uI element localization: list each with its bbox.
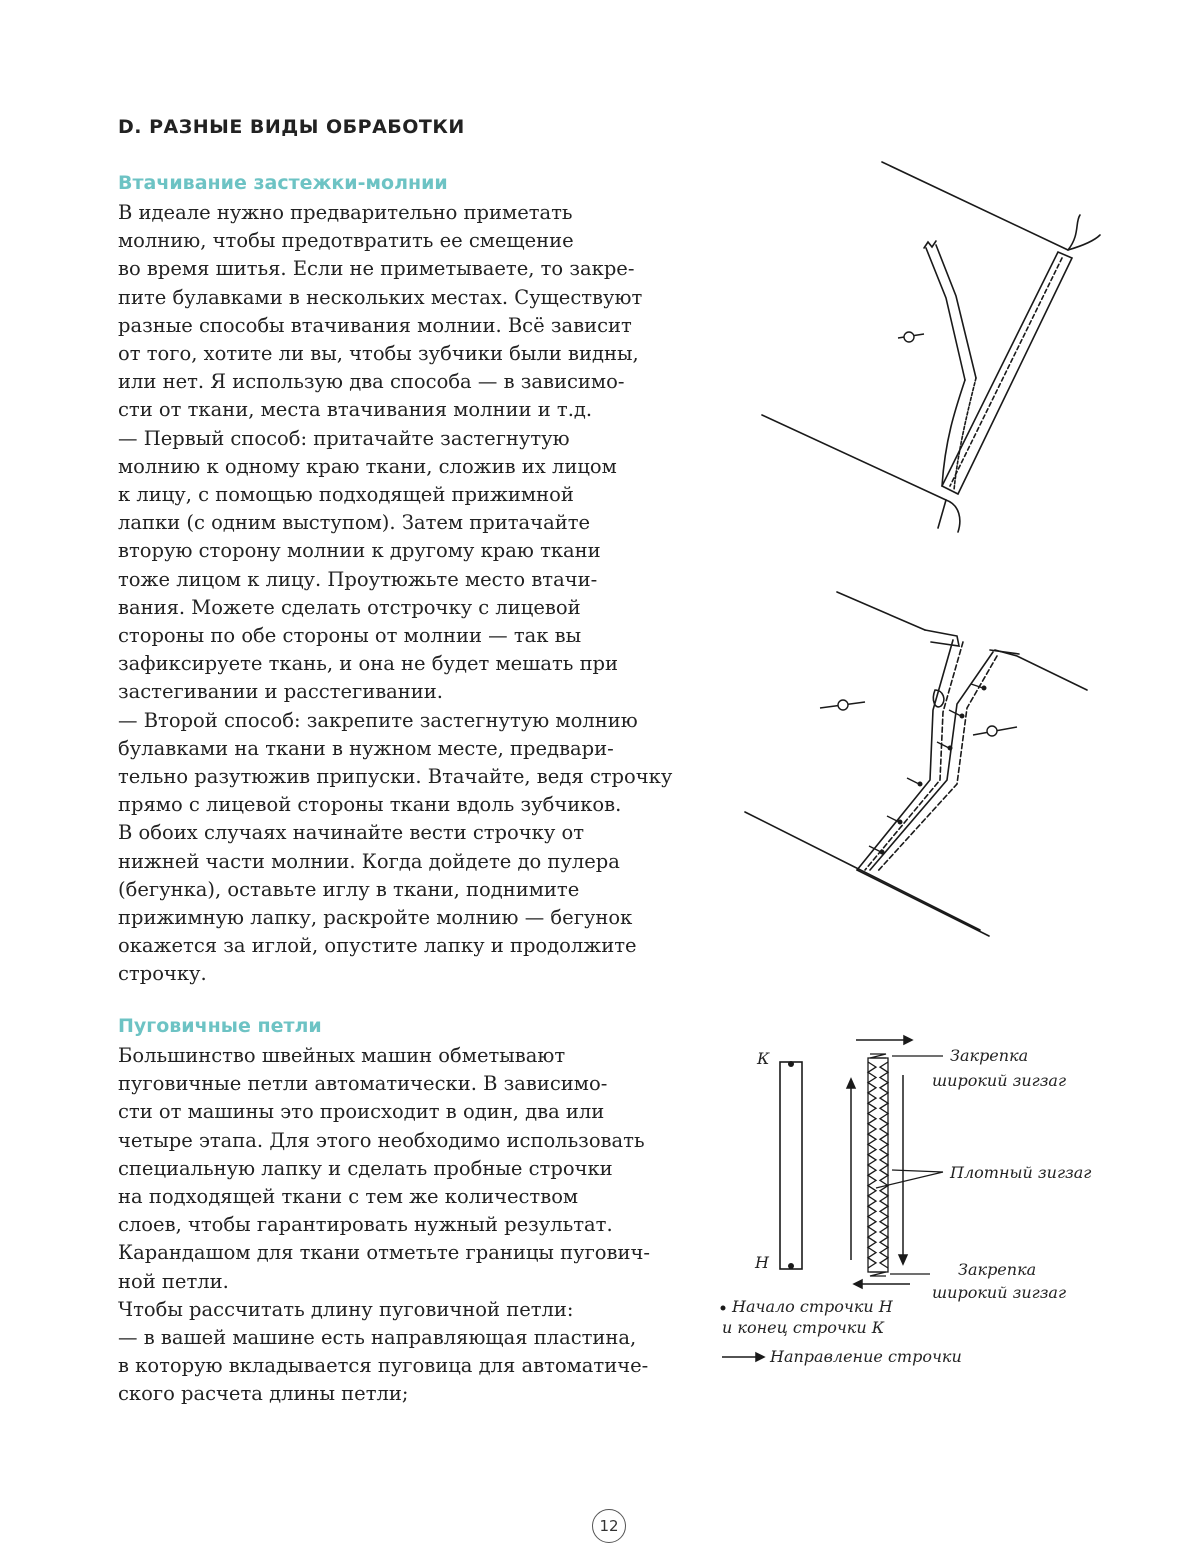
zipper-text-line: к лицу, с помощью подходящей прижимной: [118, 483, 574, 506]
buttonhole-text-line: пуговичные петли автоматически. В зависимо-: [118, 1072, 608, 1096]
zipper-text-line: зафиксируете ткань, и она не будет мешать при: [118, 652, 619, 676]
zipper-text-line: пите булавками в нескольких местах. Существуют: [118, 285, 643, 309]
zipper-text-line: стороны по обе стороны от молнии — так вы: [118, 624, 582, 647]
zipper-text-line: или нет. Я использую два способа — в зависимо-: [118, 370, 625, 394]
buttonhole-text-line: на подходящей ткани с тем же количеством: [118, 1185, 579, 1208]
zipper-text-line: во время шитья. Если не приметываете, то закре-: [118, 257, 635, 281]
zipper-text-line: — Первый способ: притачайте застегнутую: [118, 426, 570, 450]
legend-dots-line-2: и конец строчки К: [722, 1318, 885, 1337]
buttonhole-text-line: — в вашей машине есть направляющая пластина,: [118, 1326, 637, 1349]
zipper-text-line: молнию к одному краю ткани, сложив их лицом: [118, 454, 617, 478]
zipper-text-line: молнию, чтобы предотвратить ее смещение: [118, 229, 574, 253]
zipper-text-line: прямо с лицевой стороны ткани вдоль зубчиков.: [118, 793, 622, 817]
label-bartack-top-1: Закрепка: [950, 1046, 1029, 1065]
zipper-text-line: — Второй способ: закрепите застегнутую молнию: [118, 708, 638, 732]
page-number: 12: [592, 1509, 626, 1543]
label-bartack-bottom-2: широкий зигзаг: [932, 1283, 1067, 1302]
zipper-text-line: сти от ткани, места втачивания молнии и т.д.: [118, 398, 593, 422]
buttonhole-diagram: [700, 1030, 1100, 1380]
label-dense-zigzag: Плотный зигзаг: [950, 1163, 1092, 1182]
buttonhole-text-line: Большинство швейных машин обметывают: [118, 1044, 566, 1067]
legend-dots-line-1: Начало строчки Н: [732, 1297, 893, 1316]
zipper-text-line: вания. Можете сделать отстрочку с лицевой: [118, 595, 581, 619]
label-k: К: [757, 1049, 770, 1068]
buttonhole-text-line: ной петли.: [118, 1269, 229, 1293]
label-h: Н: [755, 1253, 769, 1272]
legend-dot-icon: [721, 1306, 726, 1311]
buttonhole-text-line: слоев, чтобы гарантировать нужный результат.: [118, 1213, 613, 1237]
section-title: D. РАЗНЫЕ ВИДЫ ОБРАБОТКИ: [118, 116, 465, 138]
buttonhole-text-line: Чтобы рассчитать длину пуговичной петли:: [118, 1297, 574, 1321]
buttonhole-subheading: Пуговичные петли: [118, 1015, 322, 1037]
zipper-text-line: строчку.: [118, 962, 207, 986]
zipper-text-line: разные способы втачивания молнии. Всё зависит: [118, 313, 632, 337]
buttonhole-text-line: в которую вкладывается пуговица для автоматиче-: [118, 1354, 649, 1378]
zipper-text-line: прижимную лапку, раскройте молнию — бегунок: [118, 906, 633, 929]
zipper-text-line: В идеале нужно предварительно приметать: [118, 201, 573, 224]
buttonhole-text-line: четыре этапа. Для этого необходимо использовать: [118, 1128, 645, 1152]
zipper-text-line: тельно разутюжив припуски. Втачайте, ведя строчку: [118, 765, 673, 788]
zipper-subheading: Втачивание застежки-молнии: [118, 172, 448, 194]
buttonhole-text-line: Карандашом для ткани отметьте границы пугович-: [118, 1241, 651, 1265]
zipper-text-line: (бегунка), оставьте иглу в ткани, поднимите: [118, 877, 580, 901]
legend-arrow-text: Направление строчки: [770, 1347, 962, 1366]
legend-arrow-icon: [722, 1353, 764, 1361]
zipper-illustration-1: [750, 150, 1120, 550]
zipper-text-line: вторую сторону молнии к другому краю ткани: [118, 539, 601, 563]
zipper-text-line: окажется за иглой, опустите лапку и продолжите: [118, 934, 637, 958]
buttonhole-text-line: сти от машины это происходит в один, два или: [118, 1100, 605, 1124]
zipper-text-line: нижней части молнии. Когда дойдете до пулера: [118, 849, 620, 873]
zipper-text-line: тоже лицом к лицу. Проутюжьте место втачи-: [118, 567, 598, 591]
zipper-text-line: лапки (с одним выступом). Затем притачайте: [118, 511, 591, 535]
zipper-text-line: булавками на ткани в нужном месте, предвари-: [118, 736, 614, 760]
zipper-text-line: В обоих случаях начинайте вести строчку от: [118, 821, 585, 845]
label-bartack-top-2: широкий зигзаг: [932, 1071, 1067, 1090]
buttonhole-text-line: ского расчета длины петли;: [118, 1382, 409, 1406]
zipper-text-line: застегивании и расстегивании.: [118, 680, 443, 704]
label-bartack-bottom-1: Закрепка: [958, 1260, 1037, 1279]
zipper-illustration-2: [735, 580, 1115, 940]
buttonhole-text-line: специальную лапку и сделать пробные строчки: [118, 1156, 613, 1180]
zipper-text-line: от того, хотите ли вы, чтобы зубчики были видны,: [118, 342, 639, 365]
